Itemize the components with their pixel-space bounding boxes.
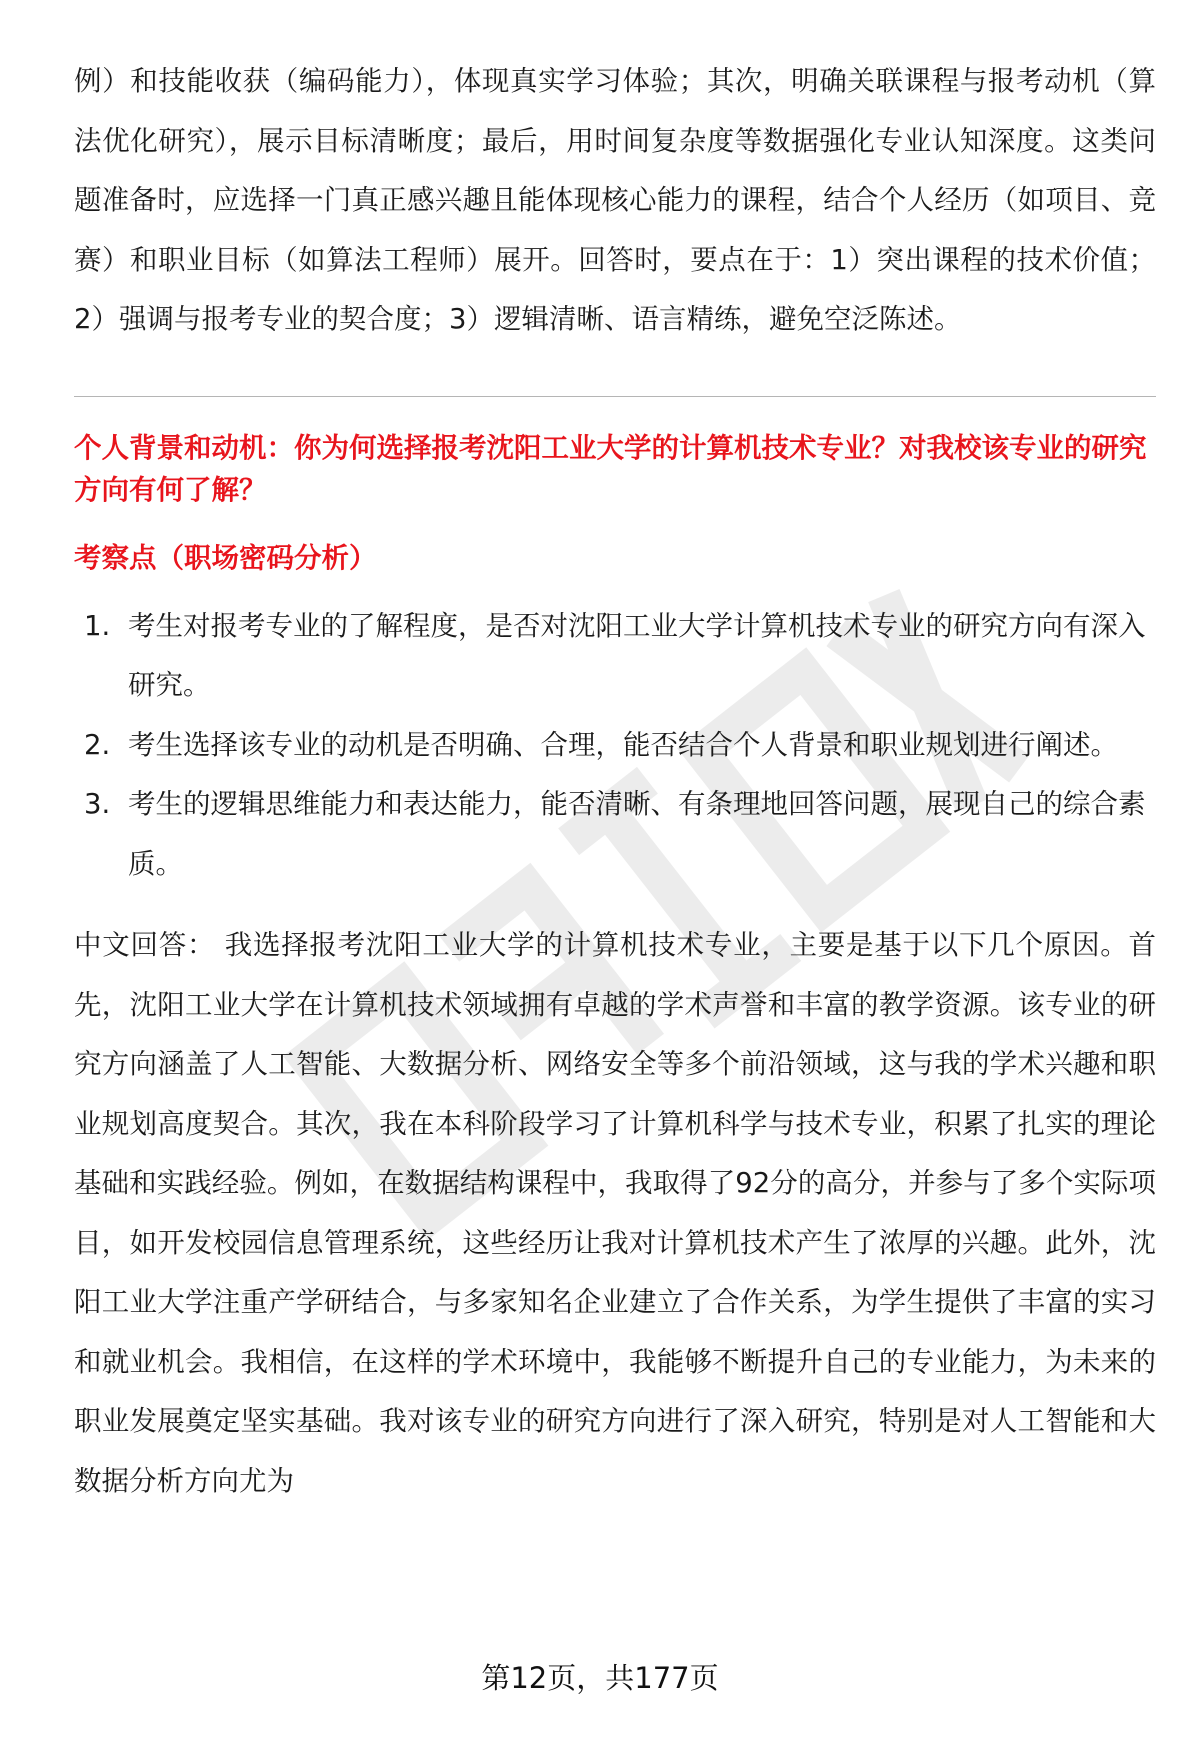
list-item <box>74 775 1156 894</box>
intro-paragraph: 例）和技能收获（编码能力），体现真实学习体验；其次，明确关联课程与报考动机（算法优化研究），展示目标清晰度；最后，用时间复杂度等数据强化专业认知深度。这类问题准备时，应选择一门真正感兴趣且能体现核心能力的课程，结合个人经历（如项目、竞赛）和职业目标（如算法工程师）展开。回答时，要点在于：1）突出课程的技术价值；2）强调与报考专业的契合度；3）逻辑清晰、语言精练，避免空泛陈述。 <box>74 65 1156 335</box>
answer-paragraph: 中文回答： 我选择报考沈阳工业大学的计算机技术专业，主要是基于以下几个原因。首先，沈阳工业大学在计算机技术领域拥有卓越的学术声誉和丰富的教学资源。该专业的研究方向涵盖了人工智能、大数据分析、网络安全等多个前沿领域，这与我的学术兴趣和职业规划高度契合。其次，我在本科阶段学习了计算机科学与技术专业，积累了扎实的理论基础和实践经验。例如，在数据结构课程中，我取得了92分的高分，并参与了多个实际项目，如开发校园信息管理系统，这些经历让我对计算机技术产生了浓厚的兴趣。此外，沈阳工业大学注重产学研结合，与多家知名企业建立了合作关系，为学生提供了丰富的实习和就业机会。我相信，在这样的学术环境中，我能够不断提升自己的专业能力，为未来的职业发展奠定坚实基础。我对该专业的研究方向进行了深入研究，特别是对人工智能和大数据分析方向尤为 <box>74 929 1156 1497</box>
list-item-number: 3. <box>84 788 111 820</box>
assessment-points-heading: 考察点（职场密码分析） <box>74 541 377 574</box>
list-item-number: 2. <box>84 728 111 761</box>
list-item-text: 考生对报考专业的了解程度，是否对沈阳工业大学计算机技术专业的研究方向有深入研究。 <box>128 609 1146 701</box>
list-item <box>74 597 1156 716</box>
question-heading: 个人背景和动机：你为何选择报考沈阳工业大学的计算机技术专业？对我校该专业的研究方向有何了解？ <box>74 431 1147 506</box>
page-number-footer: 第12页，共177页 <box>481 1661 719 1695</box>
section-divider <box>74 396 1156 397</box>
document-page <box>74 52 1156 1511</box>
list-item-number: 1. <box>84 609 111 642</box>
assessment-points-list <box>74 597 1156 895</box>
list-item-text: 考生选择该专业的动机是否明确、合理，能否结合个人背景和职业规划进行阐述。 <box>128 728 1118 761</box>
list-item-text: 考生的逻辑思维能力和表达能力，能否清晰、有条理地回答问题，展现自己的综合素质。 <box>128 788 1146 880</box>
list-item <box>74 716 1156 776</box>
